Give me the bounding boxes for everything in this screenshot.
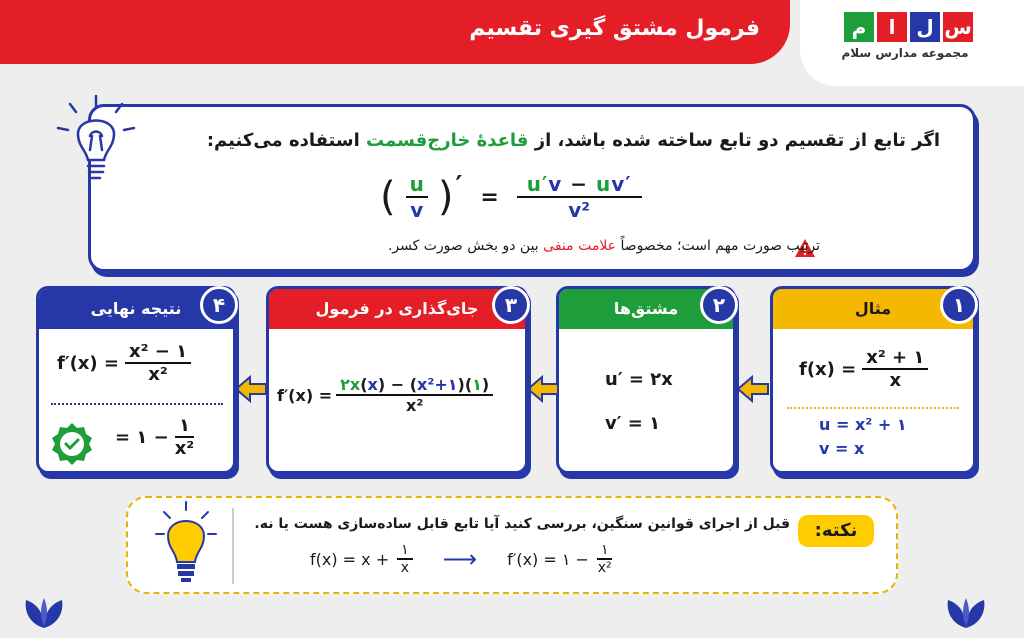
note-f-den: x (400, 560, 410, 576)
intro-text (110, 130, 940, 151)
step4-den: x² (148, 364, 168, 385)
step3-expression (277, 375, 493, 415)
note-fp-den: x² (597, 560, 612, 576)
quotient-rule-formula (380, 162, 680, 232)
formula-lhs-num: u (406, 172, 428, 198)
step-card-header: نتیجه نهایی (39, 289, 233, 329)
step-badge-4: ۴ (200, 286, 238, 324)
note-f: f(x) = x + (310, 549, 390, 569)
logo-letter: س (943, 12, 973, 42)
dotted-divider (51, 403, 223, 405)
step1-den: x (889, 370, 902, 391)
step3-fraction (336, 375, 493, 415)
step3-num: ۲x(x) − (x²+۱)(۱) (336, 375, 493, 396)
warning-text-part: ترتیب صورت مهم است؛ مخصوصاً (620, 238, 820, 254)
formula-rhs-num: u′v − uv′ (517, 172, 642, 198)
note-f-fraction (397, 542, 413, 576)
arrow-left-icon (736, 374, 770, 404)
leaf-decoration-icon (944, 596, 988, 630)
paren-close: ) (437, 174, 454, 220)
arrow-left-icon (234, 374, 268, 404)
step-card-header: مثال (773, 289, 973, 329)
logo (844, 12, 973, 42)
step4-eq2: = ۱ − (115, 426, 169, 448)
step-badge-1: ۱ (940, 286, 978, 324)
step-card-substitution (266, 286, 528, 474)
step3-lhs: f′(x) = (277, 385, 333, 405)
step4-num2: ۱ (175, 415, 194, 438)
note-f-num: ۱ (397, 542, 413, 560)
logo-letter: ا (877, 12, 907, 42)
formula-prime: ′ (455, 171, 463, 201)
dotted-divider (787, 407, 959, 409)
note-text: قبل از اجرای قوانین سنگین، بررسی کنید آیا تابع قابل ساده‌سازی هست یا نه. (254, 516, 790, 532)
step2-du: u′ = ۲x (605, 369, 673, 390)
step4-den2: x² (174, 438, 195, 459)
warning-text-part: بین دو بخش صورت کسر. (387, 238, 539, 254)
note-fp: f′(x) = ۱ − (507, 549, 589, 569)
note-fp-fraction (597, 542, 613, 576)
step4-result (57, 341, 191, 385)
warning-highlight: علامت منفی (543, 238, 617, 254)
step-badge-3: ۳ (492, 286, 530, 324)
formula-rhs-den: v² (568, 198, 591, 222)
logo-subtitle: مجموعه مدارس سلام (841, 46, 969, 60)
step4-fraction (125, 341, 191, 385)
lightbulb-icon (154, 500, 218, 584)
step4-simplified (115, 415, 194, 459)
warning-text (160, 238, 820, 254)
formula-rhs-fraction (517, 172, 642, 222)
note-example (310, 542, 612, 576)
step1-num: x² + ۱ (862, 347, 928, 370)
note-arrow-icon: ⟶ (442, 545, 478, 573)
arrow-left-icon (526, 374, 560, 404)
intro-text-part: استفاده می‌کنیم: (206, 130, 360, 151)
formula-lhs-fraction (406, 172, 428, 222)
leaf-decoration-icon (22, 596, 66, 630)
step-card-header: مشتق‌ها (559, 289, 733, 329)
equals-sign: = (480, 184, 499, 210)
step2-dv: v′ = ۱ (605, 413, 661, 434)
check-badge-icon (49, 421, 95, 467)
note-label: نکته: (798, 515, 874, 547)
formula-lhs-den: v (410, 198, 424, 222)
step1-f-label: f(x) = (799, 358, 857, 380)
page-title: فرمول مشتق گیری تقسیم (469, 16, 760, 41)
note-fp-num: ۱ (597, 542, 613, 560)
step-card-header: جای‌گذاری در فرمول (269, 289, 525, 329)
step4-fraction-2 (175, 415, 195, 459)
logo-letter: م (844, 12, 874, 42)
paren-open: ( (380, 174, 396, 220)
intro-highlight: قاعدهٔ خارج‌قسمت (366, 130, 529, 151)
intro-text-part: اگر تابع از تقسیم دو تابع ساخته شده باشد، از (534, 130, 940, 151)
step1-u: u = x² + ۱ (819, 415, 907, 434)
step1-fraction (862, 347, 928, 391)
step-badge-2: ۲ (700, 286, 738, 324)
step1-v: v = x (819, 439, 865, 458)
step3-den: x² (406, 396, 424, 415)
logo-letter: ل (910, 12, 940, 42)
step1-function (799, 347, 928, 391)
step4-lhs: f′(x) = (57, 352, 119, 374)
step4-num: x² − ۱ (125, 341, 191, 364)
